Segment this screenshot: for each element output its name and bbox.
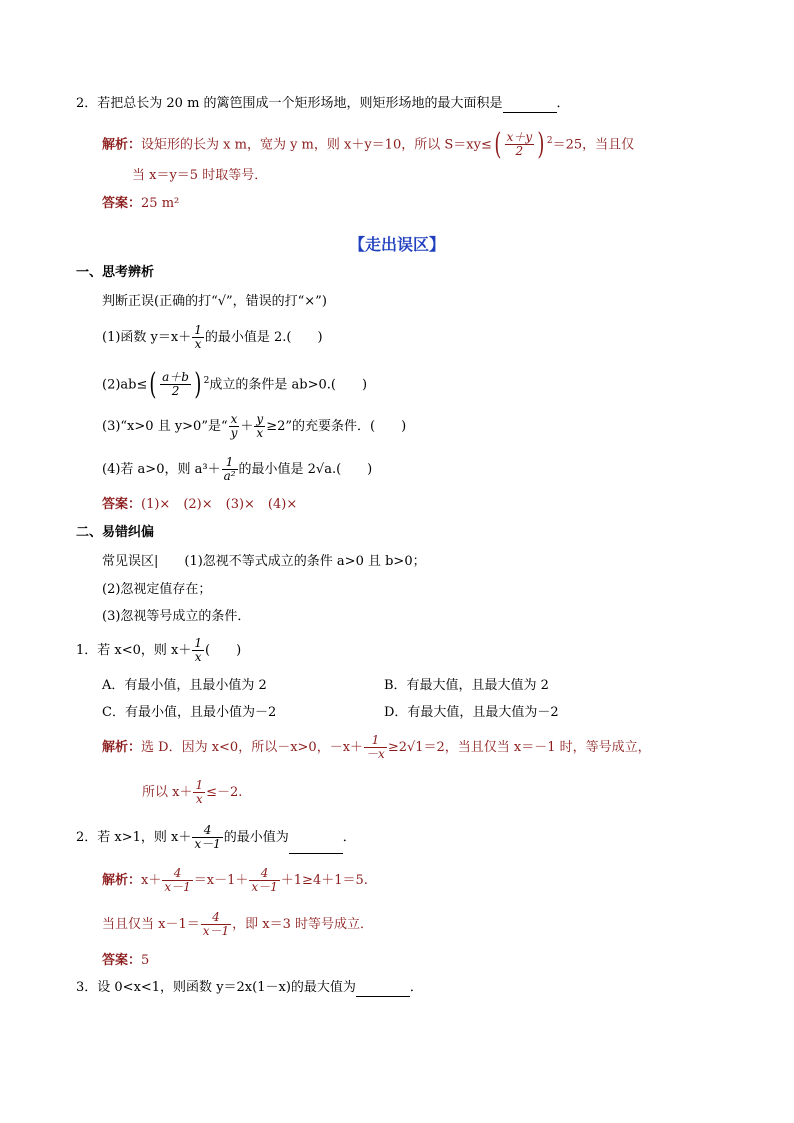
judge-item-3: (3)“x>0 且 y>0”是“ $\frac{x}{y}$ ＋ $\frac{y}{x}$ ≥2”的充要条件．( ) bbox=[102, 412, 407, 440]
exercise-2-answer: 答案：5 bbox=[102, 953, 150, 968]
part-1-heading: 一、思考辨析 bbox=[76, 265, 155, 280]
judge-item-1: (1)函数 y＝x＋ $\frac{1}{x}$ 的最小值是 2.( ) bbox=[102, 323, 323, 351]
fraction: $\frac{x}{y}$ bbox=[230, 412, 238, 440]
option-d[interactable]: D．有最大值，且最大值为－2 bbox=[384, 705, 559, 720]
question-2-analysis: 解析：设矩形的长为 x m，宽为 y m，则 x＋y＝10，所以 S＝xy≤( $\frac{x+y}{2}$ ) $^2$＝25，当且仅 bbox=[102, 126, 635, 162]
option-b[interactable]: B．有最大值，且最大值为 2 bbox=[384, 678, 549, 693]
answer-blank bbox=[503, 96, 557, 113]
exercise-1-stem: 1．若 x<0，则 x＋ $\frac{1}{x}$ ( ) bbox=[76, 636, 242, 664]
answer-blank bbox=[356, 980, 410, 997]
part-2-heading: 二、易错纠偏 bbox=[76, 525, 155, 540]
judge-item-4: (4)若 a>0，则 a³＋ $\frac{1}{\text{a²}}$ 的最小值是 2√a.( ) bbox=[102, 455, 373, 483]
exercise-2-analysis: 解析：x＋ $\frac{4}{x-1}$ ＝x－1＋ $\frac{4}{x-1}$ ＋1≥4＋1＝5. bbox=[102, 866, 368, 894]
part-1-instruction: 判断正误(正确的打“√”，错误的打“×”) bbox=[102, 294, 327, 309]
fraction: $\frac{4}{x-1}$ bbox=[251, 866, 278, 894]
judge-item-2: (2)ab≤( $\frac{a+b}{2}$ ) $^2$成立的条件是 ab>0.( ) bbox=[102, 366, 368, 402]
part-2-line-1: 常见误区| (1)忽视不等式成立的条件 a>0 且 b>0； bbox=[102, 554, 426, 569]
exercise-2-stem: 2．若 x>1，则 x＋ $\frac{4}{x-1}$ 的最小值为 ． bbox=[76, 823, 356, 854]
part-1-answer: 答案：(1)× (2)× (3)× (4)× bbox=[102, 497, 298, 512]
fraction: $\frac{y}{x}$ bbox=[256, 412, 264, 440]
fraction: $\frac{4}{x-1}$ bbox=[164, 866, 191, 894]
exercise-2-analysis-cont: 当且仅当 x－1＝ $\frac{4}{x-1}$ ，即 x＝3 时等号成立． bbox=[102, 910, 374, 938]
fraction: $\frac{1}{x}$ bbox=[194, 636, 203, 664]
exercise-1-analysis-cont: 所以 x＋ $\frac{1}{x}$ ≤－2. bbox=[142, 778, 243, 806]
part-2-line-2: (2)忽视定值存在； bbox=[102, 582, 212, 597]
fraction: $\frac{1}{-x}$ bbox=[366, 733, 385, 761]
exercise-3-stem: 3．设 0<x<1，则函数 y＝2x(1－x)的最大值为 ． bbox=[76, 980, 423, 995]
fraction: $\frac{1}{x}$ bbox=[194, 323, 202, 351]
fraction: $\frac{4}{x-1}$ bbox=[194, 823, 221, 851]
part-2-line-3: (3)忽视等号成立的条件． bbox=[102, 609, 251, 624]
exercise-1-analysis: 解析：选 D．因为 x<0，所以－x>0，－x＋ $\frac{1}{-x}$ ≥2√1＝2，当且仅当 x＝－1 时，等号成立， bbox=[102, 733, 651, 761]
fraction: $\frac{x+y}{2}$ bbox=[506, 130, 533, 159]
question-2-analysis-cont: 当 x＝y＝5 时取等号． bbox=[132, 168, 268, 183]
answer-blank bbox=[289, 823, 343, 854]
fraction: $\frac{1}{x}$ bbox=[195, 778, 204, 806]
question-2-answer: 答案：25 m² bbox=[102, 196, 180, 211]
section-title: 【走出误区】 bbox=[348, 235, 445, 254]
fraction: $\frac{4}{x-1}$ bbox=[202, 910, 230, 938]
fraction: $\frac{a+b}{2}$ bbox=[162, 370, 189, 399]
option-c[interactable]: C．有最小值，且最小值为－2 bbox=[102, 705, 277, 720]
fraction: $\frac{1}{\text{a²}}$ bbox=[223, 455, 236, 483]
question-2-stem: 2．若把总长为 20 m 的篱笆围成一个矩形场地，则矩形场地的最大面积是 ． bbox=[76, 96, 570, 111]
option-a[interactable]: A．有最小值，且最小值为 2 bbox=[102, 678, 267, 693]
